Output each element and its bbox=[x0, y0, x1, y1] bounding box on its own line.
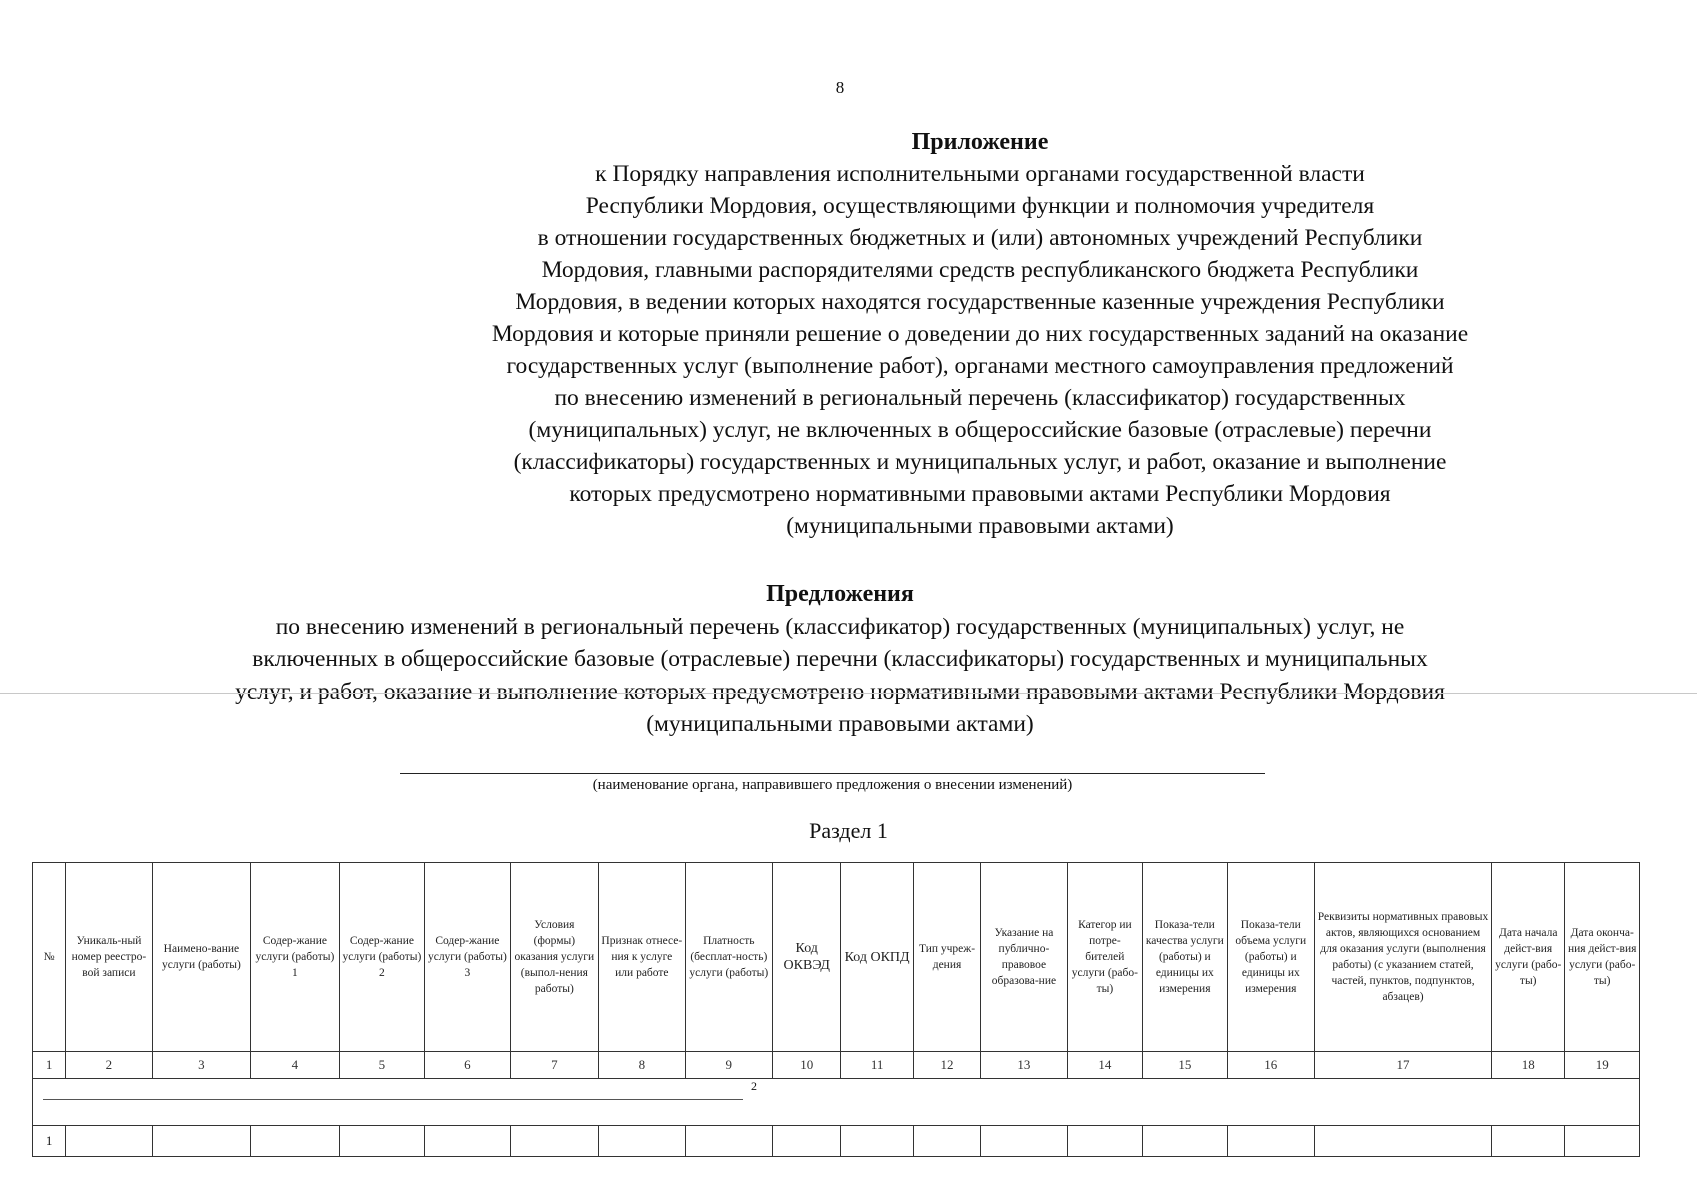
table-cell[interactable] bbox=[1492, 1126, 1565, 1157]
table-cell[interactable] bbox=[913, 1126, 980, 1157]
table-header-row bbox=[33, 863, 1640, 1052]
appendix-line: к Порядку направления исполнительными органами государственной власти bbox=[595, 161, 1365, 187]
table-header-cell: Код ОКВЭД bbox=[773, 863, 841, 1052]
appendix-line: по внесению изменений в региональный перечень (классификатор) государственных bbox=[554, 385, 1406, 411]
appendix-line: в отношении государственных бюджетных и (или) автономных учреждений Республики bbox=[537, 225, 1423, 251]
table-cell[interactable] bbox=[1315, 1126, 1492, 1157]
column-number: 9 bbox=[685, 1052, 772, 1079]
appendix-line: Мордовия и которые приняли решение о доведении до них государственных заданий на оказание bbox=[491, 321, 1469, 347]
appendix-line: (муниципальными правовыми актами) bbox=[786, 513, 1174, 539]
appendix-line: (муниципальных) услуг, не включенных в общероссийские базовые (отраслевые) перечни bbox=[528, 417, 1432, 443]
column-number: 11 bbox=[841, 1052, 913, 1079]
appendix-block bbox=[370, 126, 1590, 542]
table-cell[interactable] bbox=[1565, 1126, 1640, 1157]
column-number: 6 bbox=[425, 1052, 510, 1079]
table-cell[interactable] bbox=[66, 1126, 152, 1157]
table-cell[interactable] bbox=[510, 1126, 598, 1157]
table-row bbox=[33, 1126, 1640, 1157]
table-cell[interactable] bbox=[841, 1126, 913, 1157]
column-number: 2 bbox=[66, 1052, 152, 1079]
table-header-cell: Тип учреж-дения bbox=[913, 863, 980, 1052]
column-number: 8 bbox=[599, 1052, 685, 1079]
table-cell[interactable] bbox=[599, 1126, 685, 1157]
table-cell[interactable]: 1 bbox=[33, 1126, 66, 1157]
table-header-cell: Показа-тели качества услуги (работы) и единицы их измерения bbox=[1143, 863, 1227, 1052]
proposals-table bbox=[32, 862, 1640, 1157]
table-cell[interactable] bbox=[773, 1126, 841, 1157]
column-number: 5 bbox=[339, 1052, 424, 1079]
table-header-cell: Реквизиты нормативных правовых актов, являющихся основанием для оказания услуги (выполнения работы) (с указанием статей, частей, пунктов, подпунктов, абзацев) bbox=[1315, 863, 1492, 1052]
table-header-cell: Код ОКПД bbox=[841, 863, 913, 1052]
column-number-row bbox=[33, 1052, 1640, 1079]
appendix-line: которых предусмотрено нормативными правовыми актами Республики Мордовия bbox=[569, 481, 1391, 507]
column-number: 16 bbox=[1227, 1052, 1314, 1079]
appendix-line: Республики Мордовия, осуществляющими функции и полномочия учредителя bbox=[585, 193, 1375, 219]
table-header-cell: Наимено-вание услуги (работы) bbox=[152, 863, 251, 1052]
table-header-cell: Категор ии потре-бителей услуги (рабо-ты) bbox=[1067, 863, 1142, 1052]
table-cell[interactable] bbox=[251, 1126, 339, 1157]
table-header-cell: Показа-тели объема услуги (работы) и единицы их измерения bbox=[1227, 863, 1314, 1052]
table-header-cell: Дата оконча-ния дейст-вия услуги (рабо-ты) bbox=[1565, 863, 1640, 1052]
proposal-line: по внесению изменений в региональный перечень (классификатор) государственных (муниципальных) услуг, не bbox=[275, 613, 1405, 640]
column-number: 7 bbox=[510, 1052, 598, 1079]
footnote-mark: 2 bbox=[751, 1079, 757, 1093]
column-number: 1 bbox=[33, 1052, 66, 1079]
appendix-line: государственных услуг (выполнение работ), органами местного самоуправления предложений bbox=[506, 353, 1454, 379]
appendix-line: Мордовия, главными распорядителями средств республиканского бюджета Республики bbox=[541, 257, 1419, 283]
scan-fold-line bbox=[0, 693, 1697, 694]
org-name-underline bbox=[400, 773, 1265, 774]
table-header-cell: Указание на публично-правовое образова-ние bbox=[981, 863, 1067, 1052]
proposal-line: включенных в общероссийские базовые (отраслевые) перечни (классификаторы) государственных и муниципальных bbox=[252, 646, 1428, 672]
column-number: 4 bbox=[251, 1052, 339, 1079]
table-header-cell: Условия (формы) оказания услуги (выпол-нения работы) bbox=[510, 863, 598, 1052]
column-number: 15 bbox=[1143, 1052, 1227, 1079]
table-header-cell: Признак отнесе-ния к услуге или работе bbox=[599, 863, 685, 1052]
proposal-block bbox=[60, 578, 1620, 741]
table-header-cell: Уникаль-ный номер реестро-вой записи bbox=[66, 863, 152, 1052]
column-number: 19 bbox=[1565, 1052, 1640, 1079]
table-cell[interactable] bbox=[1067, 1126, 1142, 1157]
table-cell[interactable] bbox=[685, 1126, 772, 1157]
proposal-title: Предложения bbox=[766, 581, 914, 607]
column-number: 3 bbox=[152, 1052, 251, 1079]
column-number: 13 bbox=[981, 1052, 1067, 1079]
table-cell[interactable] bbox=[981, 1126, 1067, 1157]
table-cell[interactable] bbox=[152, 1126, 251, 1157]
table-header-cell: Платность (бесплат-ность) услуги (работы) bbox=[685, 863, 772, 1052]
table-header-cell: Содер-жание услуги (работы) 2 bbox=[339, 863, 424, 1052]
footnote-divider bbox=[43, 1099, 743, 1100]
table-cell[interactable] bbox=[1143, 1126, 1227, 1157]
column-number: 12 bbox=[913, 1052, 980, 1079]
column-number: 18 bbox=[1492, 1052, 1565, 1079]
proposal-line: (муниципальными правовыми актами) bbox=[646, 711, 1034, 737]
table-cell[interactable] bbox=[1227, 1126, 1314, 1157]
table-header-cell: Содер-жание услуги (работы) 3 bbox=[425, 863, 510, 1052]
column-number: 14 bbox=[1067, 1052, 1142, 1079]
appendix-line: Мордовия, в ведении которых находятся государственные казенные учреждения Республики bbox=[515, 289, 1445, 315]
column-number: 10 bbox=[773, 1052, 841, 1079]
appendix-title: Приложение bbox=[911, 129, 1049, 155]
column-number: 17 bbox=[1315, 1052, 1492, 1079]
page-number: 8 bbox=[835, 78, 845, 97]
table-header-cell: № bbox=[33, 863, 66, 1052]
footnote-cell bbox=[33, 1079, 1640, 1126]
table-cell[interactable] bbox=[339, 1126, 424, 1157]
table-cell[interactable] bbox=[425, 1126, 510, 1157]
org-name-caption: (наименование органа, направившего предложения о внесении изменений) bbox=[592, 777, 1073, 793]
appendix-line: (классификаторы) государственных и муниципальных услуг, и работ, оказание и выполнение bbox=[513, 449, 1447, 475]
table-header-cell: Содер-жание услуги (работы) 1 bbox=[251, 863, 339, 1052]
table-header-cell: Дата начала дейст-вия услуги (рабо-ты) bbox=[1492, 863, 1565, 1052]
proposal-line: услуг, и работ, оказание и выполнение которых предусмотрено нормативными правовыми актами Республики Мордовия bbox=[235, 678, 1445, 705]
footnote-row bbox=[33, 1079, 1640, 1126]
section-heading: Раздел 1 bbox=[809, 818, 888, 843]
